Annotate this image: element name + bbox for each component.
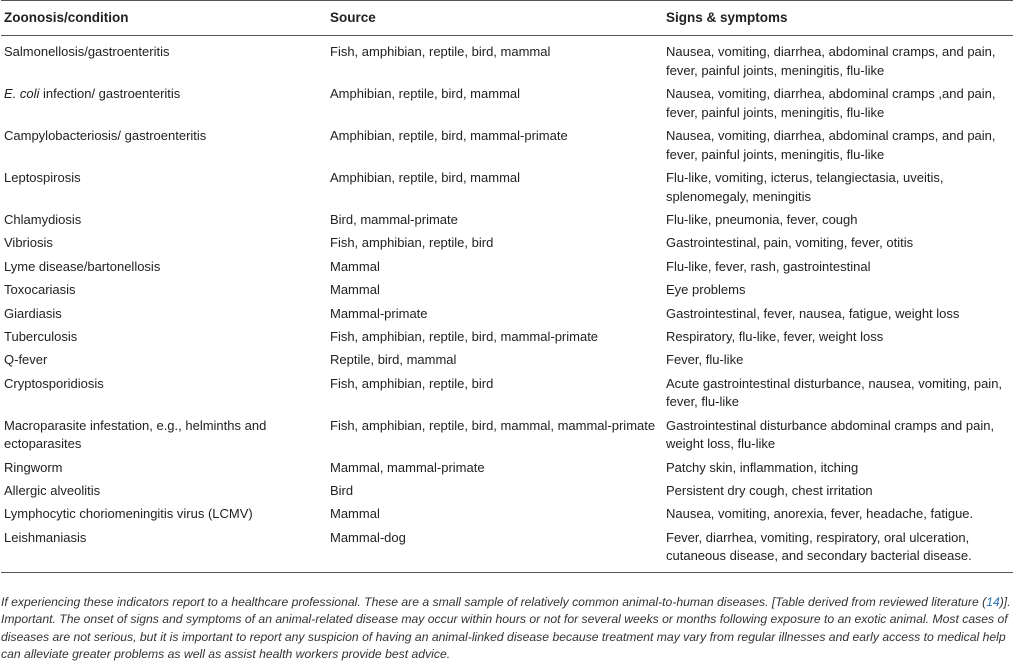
table-row (1, 36, 1013, 85)
cell-condition (1, 505, 327, 528)
table-row (1, 85, 1013, 127)
cell-condition (1, 281, 327, 304)
zoonoses-table (1, 0, 1013, 573)
cell-source: Bird, mammal-primate (330, 211, 458, 227)
condition-text: Vibriosis (4, 235, 53, 251)
cell-symptoms: Nausea, vomiting, anorexia, fever, headache, fatigue. (666, 506, 974, 522)
condition-text: Q-fever (4, 352, 48, 368)
cell-symptoms: Persistent dry cough, chest irritation (666, 483, 873, 499)
cell-symptoms: Nausea, vomiting, diarrhea, abdominal cramps, and pain, fever, painful joints, meningitis, flu-like (666, 127, 996, 162)
condition-text: Salmonellosis/gastroenteritis (4, 44, 170, 59)
cell-condition (1, 85, 327, 127)
cell-source: Mammal-dog (327, 529, 663, 573)
cell-source: Fish, amphibian, reptile, bird, mammal-primate (330, 328, 599, 344)
cell-condition (1, 234, 327, 257)
footnote-text-start: If experiencing these indicators report to a healthcare professional. These are a small sample of relatively common animal-to-human diseases. [Table derived from reviewed literature ( (1, 595, 987, 609)
cell-condition (1, 328, 327, 351)
table-row (1, 281, 1013, 304)
cell-source: Fish, amphibian, reptile, bird, mammal (330, 44, 551, 59)
cell-condition (1, 459, 327, 482)
cell-condition (1, 36, 327, 85)
table-row (1, 305, 1013, 328)
condition-text: Leptospirosis (4, 169, 81, 185)
table-row (1, 482, 1013, 505)
header-source: Source (327, 1, 663, 36)
cell-symptoms: Nausea, vomiting, diarrhea, abdominal cramps, and pain, fever, painful joints, meningitis, flu-like (666, 44, 996, 78)
cell-source: Mammal (330, 506, 380, 522)
cell-source: Bird (330, 483, 354, 499)
condition-text: Leishmaniasis (4, 529, 87, 545)
condition-text: Lyme disease/bartonellosis (4, 258, 161, 274)
cell-condition (1, 375, 327, 417)
cell-source: Amphibian, reptile, bird, mammal-primate (330, 127, 568, 143)
cell-symptoms: Gastrointestinal, fever, nausea, fatigue, weight loss (666, 305, 960, 321)
condition-text: Giardiasis (4, 305, 62, 321)
condition-text: Macroparasite infestation, e.g., helminths and ectoparasites (4, 417, 267, 452)
cell-symptoms: Acute gastrointestinal disturbance, nausea, vomiting, pain, fever, flu-like (666, 375, 1003, 410)
cell-source: Mammal (330, 258, 380, 274)
cell-source: Fish, amphibian, reptile, bird (330, 235, 494, 251)
cell-symptoms: Flu-like, fever, rash, gastrointestinal (666, 258, 871, 274)
table-body (1, 36, 1013, 573)
condition-text: Ringworm (4, 459, 63, 475)
table-row (1, 459, 1013, 482)
cell-symptoms: Flu-like, pneumonia, fever, cough (666, 211, 858, 227)
header-row (1, 1, 1013, 36)
table-row (1, 417, 1013, 459)
cell-symptoms: Nausea, vomiting, diarrhea, abdominal cramps ,and pain, fever, painful joints, meningitis, flu-like (666, 85, 996, 120)
cell-symptoms: Flu-like, vomiting, icterus, telangiectasia, uveitis, splenomegaly, meningitis (666, 169, 944, 204)
table-row (1, 258, 1013, 281)
condition-italic-text: E. coli (4, 85, 40, 101)
cell-symptoms: Patchy skin, inflammation, itching (666, 459, 859, 475)
condition-text: Tuberculosis (4, 328, 78, 344)
cell-symptoms: Gastrointestinal disturbance abdominal cramps and pain, weight loss, flu-like (666, 417, 995, 452)
cell-source: Mammal, mammal-primate (330, 459, 485, 475)
table-row (1, 505, 1013, 528)
table-row (1, 328, 1013, 351)
cell-condition (1, 169, 327, 211)
cell-source: Amphibian, reptile, bird, mammal (330, 169, 521, 185)
table-row (1, 234, 1013, 257)
table-header (1, 1, 1013, 36)
table-row (1, 529, 1013, 573)
header-condition: Zoonosis/condition (1, 1, 327, 36)
cell-condition (1, 305, 327, 328)
table-row (1, 211, 1013, 234)
condition-text: Cryptosporidiosis (4, 375, 104, 391)
footnote-text-end: )]. Important. The onset of signs and symptoms of an animal-related disease may occur within hours or not for several weeks or months following exposure to an exotic animal. Most cases of diseases are not serious, but it is important to report any suspicion of having an animal-linked disease because treatment may vary from regular illnesses and early access to medical help can alleviate greater problems as well as assist health workers provide best advice. (1, 595, 1011, 662)
condition-text: Toxocariasis (4, 282, 76, 298)
table-footnote (1, 594, 1011, 664)
cell-source: Reptile, bird, mammal (330, 352, 457, 368)
cell-symptoms: Fever, diarrhea, vomiting, respiratory, oral ulceration, cutaneous disease, and secondary bacterial disease. (663, 529, 1013, 573)
cell-condition (1, 482, 327, 505)
cell-source: Fish, amphibian, reptile, bird, mammal, mammal-primate (330, 417, 656, 433)
cell-source: Mammal (330, 282, 380, 298)
header-symptoms: Signs & symptoms (663, 1, 1013, 36)
cell-symptoms: Respiratory, flu-like, fever, weight loss (666, 328, 884, 344)
cell-condition (1, 258, 327, 281)
cell-condition (1, 211, 327, 234)
table-row (1, 375, 1013, 417)
cell-condition (1, 417, 327, 459)
cell-symptoms: Fever, flu-like (666, 352, 744, 368)
condition-text: Chlamydiosis (4, 211, 82, 227)
cell-source: Amphibian, reptile, bird, mammal (330, 85, 521, 101)
cell-source: Fish, amphibian, reptile, bird (330, 375, 494, 391)
cell-source: Mammal-primate (330, 305, 428, 321)
table-row (1, 351, 1013, 374)
condition-text: Campylobacteriosis/ gastroenteritis (4, 127, 207, 143)
table-row (1, 169, 1013, 211)
cell-symptoms: Gastrointestinal, pain, vomiting, fever, otitis (666, 235, 914, 251)
cell-condition (1, 529, 327, 573)
condition-text: Allergic alveolitis (4, 483, 101, 499)
cell-condition (1, 351, 327, 374)
condition-text: infection/ gastroenteritis (39, 85, 181, 101)
reference-link[interactable]: 14 (986, 595, 1000, 609)
condition-text: Lymphocytic choriomeningitis virus (LCMV) (4, 506, 253, 522)
table-row (1, 127, 1013, 169)
cell-symptoms: Eye problems (666, 282, 746, 298)
cell-condition (1, 127, 327, 169)
